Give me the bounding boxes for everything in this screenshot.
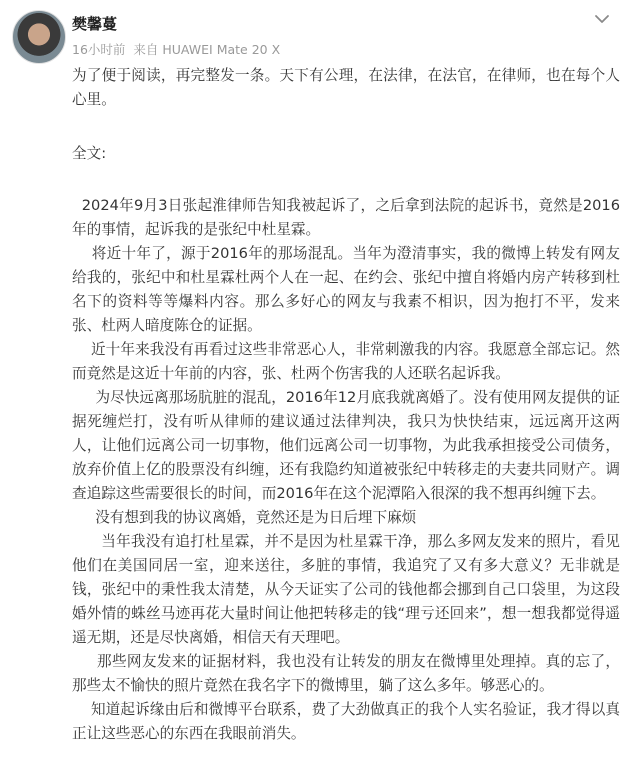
post-source: 来自 HUAWEI Mate 20 X: [133, 42, 281, 57]
post-time[interactable]: 16小时前: [72, 42, 126, 57]
author-name[interactable]: 樊馨蔓: [72, 15, 118, 33]
post-meta: [72, 40, 288, 58]
fulltext-label: 全文:: [72, 145, 107, 162]
post-paragraph: 近十年来我没有再看过这些非常恶心人，非常刺激我的内容。我愿意全部忘记。然而竟然是这近十年前的内容，张、杜两个伤害我的人还联名起诉我。: [72, 341, 620, 382]
post-paragraph: 知道起诉缘由后和微博平台联系，费了大劲做真正的我个人实名验证，我才得以真正让这些恶心的东西在我眼前消失。: [72, 701, 620, 742]
post-paragraph: 为尽快远离那场肮脏的混乱，2016年12月底我就离婚了。没有使用网友提供的证据死缠烂打，没有听从律师的建议通过法律判决，我只为快快结束，远远离开这两人，让他们远离公司一切事物，他们远离公司一切事物，为此我承担接受公司债务，放弃价值上亿的股票没有纠缠，还有我隐约知道被张纪中转移走的夫妻共同财产。调查追踪这些需要很长的时间，而2016年在这个泥潭陷入很深的我不想再纠缠下去。: [72, 389, 620, 502]
post-body: [72, 64, 620, 746]
post-paragraph: 那些网友发来的证据材料，我也没有让转发的朋友在微博里处理掉。真的忘了，那些太不愉快的照片竟然在我名字下的微博里，躺了这么多年。够恶心的。: [72, 653, 620, 694]
post-paragraph: 将近十年了，源于2016年的那场混乱。当年为澄清事实，我的微博上转发有网友给我的，张纪中和杜星霖杜两个人在一起、在约会、张纪中擅自将婚内房产转移到杜名下的资料等等爆料内容。那么多好心的网友与我素不相识，因为抱打不平，发来张、杜两人暗度陈仓的证据。: [72, 245, 620, 334]
chevron-down-icon[interactable]: [591, 8, 613, 30]
avatar[interactable]: [12, 10, 66, 64]
post-paragraph: 没有想到我的协议离婚，竟然还是为日后埋下麻烦: [72, 509, 417, 526]
post-paragraph: 当年我没有追打杜星霖，并不是因为杜星霖干净，那么多网友发来的照片，看见他们在美国同居一室，迎来送往，多脏的事情，我追究了又有多大意义？无非就是钱，张纪中的秉性我太清楚，从今天证实了公司的钱他都会挪到自己口袋里，为这段婚外情的蛛丝马迹再花大量时间让他把转移走的钱“理亏还回来”，想一想我都觉得遥遥无期，还是尽快离婚，相信天有天理吧。: [72, 533, 620, 646]
post-paragraph: 2024年9月3日张起淮律师告知我被起诉了，之后拿到法院的起诉书，竟然是2016年的事情，起诉我的是张纪中杜星霖。: [72, 197, 621, 238]
post-intro: 为了便于阅读，再完整发一条。天下有公理，在法律，在法官，在律师，也在每个人心里。: [72, 67, 620, 108]
